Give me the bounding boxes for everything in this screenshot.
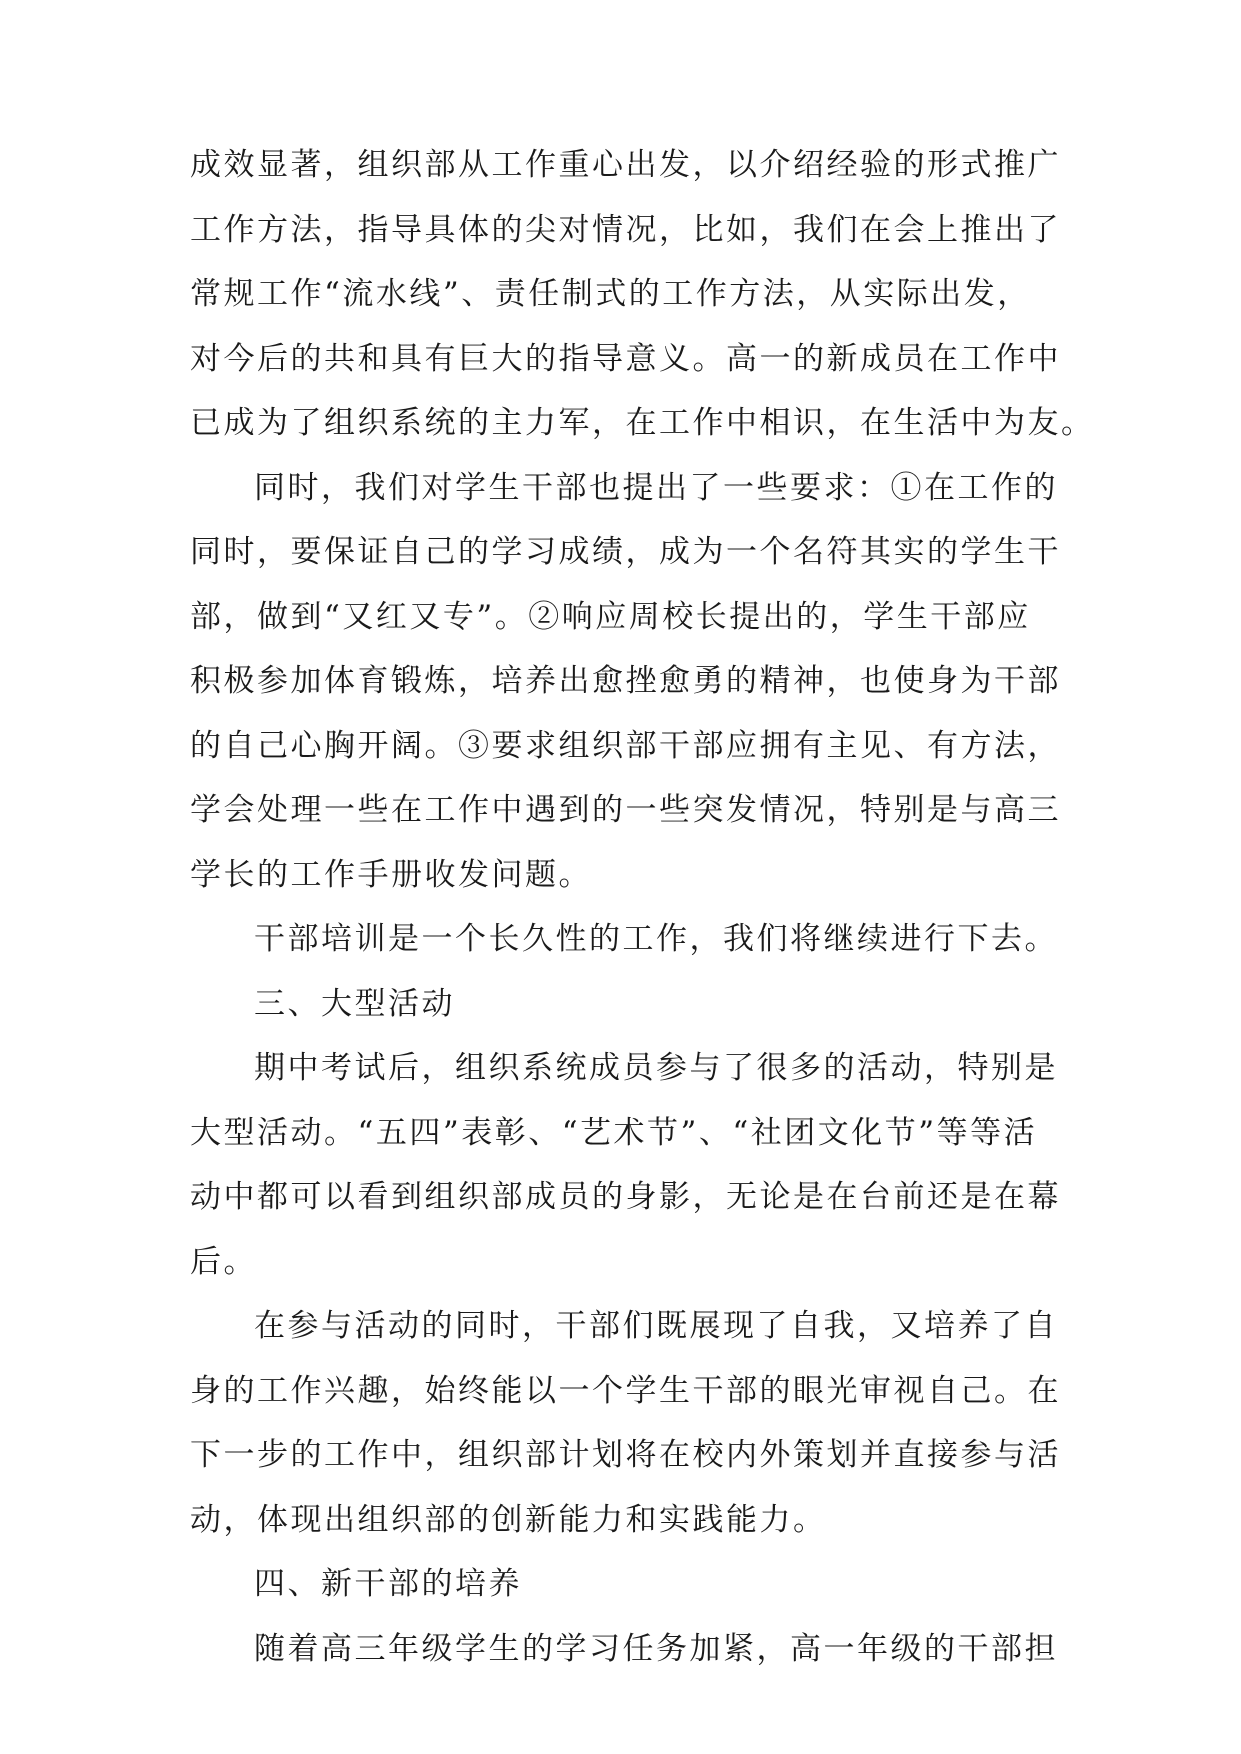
text-line: 学会处理一些在工作中遇到的一些突发情况，特别是与高三 bbox=[190, 792, 1061, 828]
text-line: 积极参加体育锻炼，培养出愈挫愈勇的精神，也使身为干部 bbox=[190, 663, 1061, 699]
text-line: 部，做到“又红又专”。②响应周校长提出的，学生干部应 bbox=[190, 598, 1031, 635]
text-line: 常规工作“流水线”、责任制式的工作方法，从实际出发， bbox=[190, 276, 1031, 312]
paragraph-start-line: 随着高三年级学生的学习任务加紧，高一年级的干部担 bbox=[254, 1630, 1058, 1667]
text-line: 工作方法，指导具体的尖对情况，比如，我们在会上推出了 bbox=[190, 211, 1061, 248]
section-heading: 三、大型活动 bbox=[254, 985, 455, 1022]
text-line: 的自己心胸开阔。③要求组织部干部应拥有主见、有方法， bbox=[190, 727, 1061, 764]
document-body bbox=[190, 133, 1095, 1681]
text-line: 大型活动。“五四”表彰、“艺术节”、“社团文化节”等等活 bbox=[190, 1114, 1038, 1151]
text-line: 下一步的工作中，组织部计划将在校内外策划并直接参与活 bbox=[190, 1437, 1061, 1473]
text-line: 后。 bbox=[190, 1243, 257, 1280]
text-line: 学长的工作手册收发问题。 bbox=[190, 856, 592, 893]
text-line: 对今后的共和具有巨大的指导意义。高一的新成员在工作中 bbox=[190, 340, 1061, 377]
text-line: 动，体现出组织部的创新能力和实践能力。 bbox=[190, 1501, 827, 1538]
section-heading: 四、新干部的培养 bbox=[254, 1566, 522, 1602]
text-line: 同时，要保证自己的学习成绩，成为一个名符其实的学生干 bbox=[190, 534, 1061, 570]
paragraph-start-line: 期中考试后，组织系统成员参与了很多的活动，特别是 bbox=[254, 1050, 1058, 1086]
text-line: 身的工作兴趣，始终能以一个学生干部的眼光审视自己。在 bbox=[190, 1372, 1061, 1409]
paragraph-start-line: 在参与活动的同时，干部们既展现了自我，又培养了自 bbox=[254, 1308, 1058, 1344]
paragraph-start-line: 干部培训是一个长久性的工作，我们将继续进行下去。 bbox=[254, 921, 1058, 957]
text-line: 成效显著，组织部从工作重心出发，以介绍经验的形式推广 bbox=[190, 147, 1061, 183]
text-line: 动中都可以看到组织部成员的身影，无论是在台前还是在幕 bbox=[190, 1179, 1061, 1215]
text-line: 已成为了组织系统的主力军，在工作中相识，在生活中为友。 bbox=[190, 405, 1095, 441]
paragraph-start-line: 同时，我们对学生干部也提出了一些要求：①在工作的 bbox=[254, 469, 1058, 506]
